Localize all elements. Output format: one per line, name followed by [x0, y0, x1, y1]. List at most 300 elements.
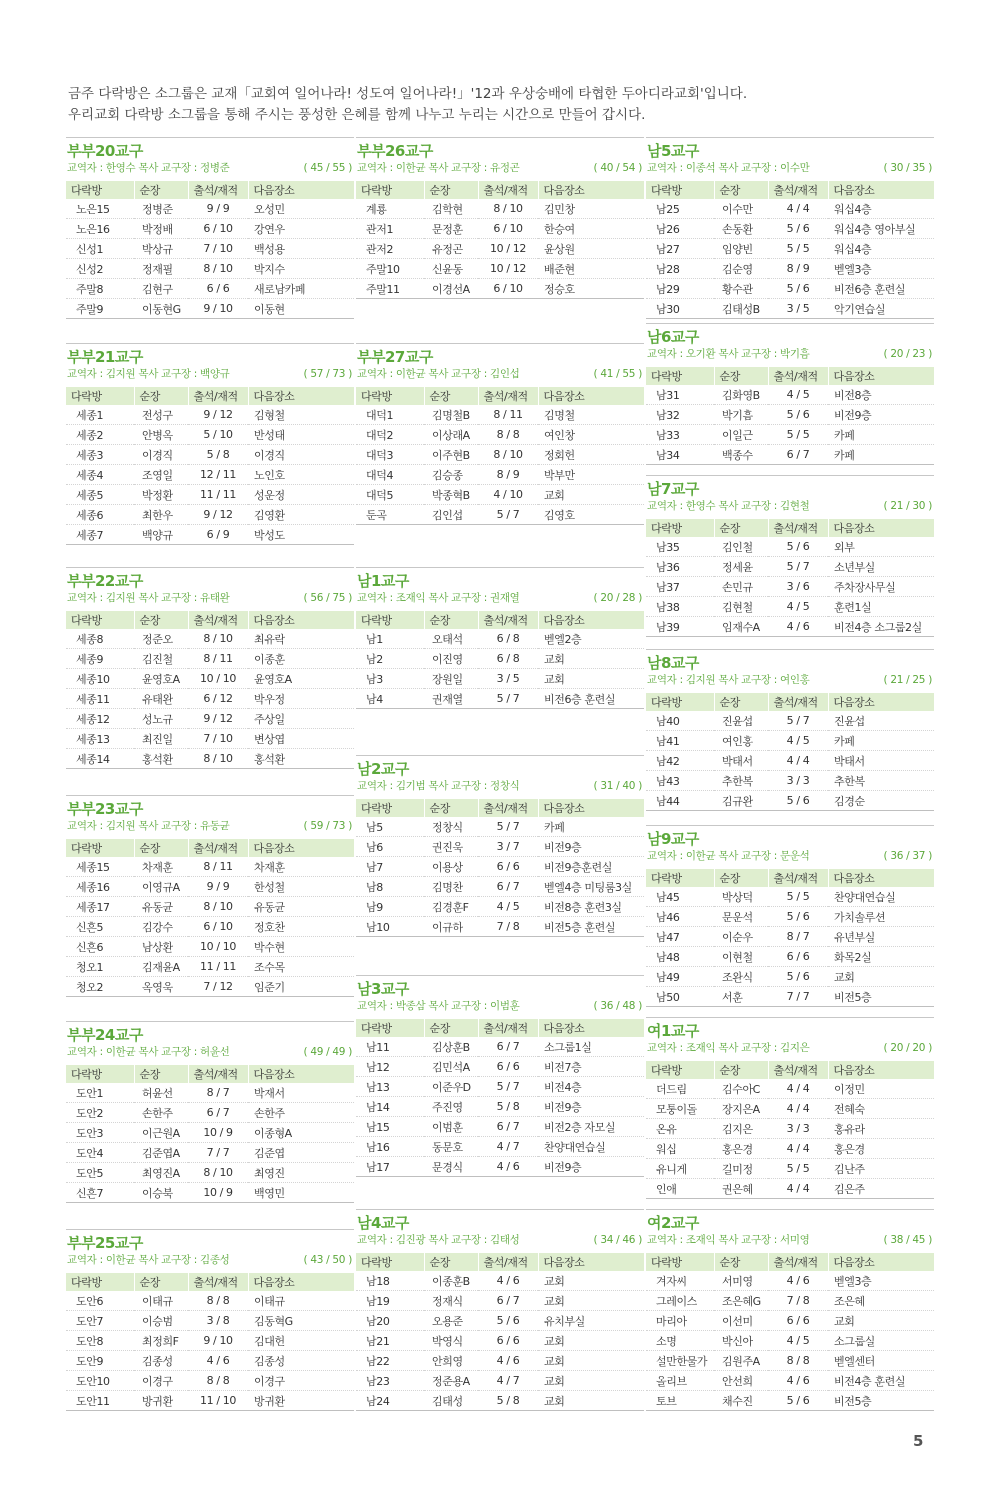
district-title: 남1교구 [357, 572, 409, 590]
table-cell: 김진철 [134, 649, 188, 669]
column-header: 출석/재적 [768, 519, 828, 537]
district-title: 남2교구 [357, 760, 409, 778]
table-cell: 6 / 10 [478, 219, 538, 239]
table-cell: 김종성 [248, 1351, 354, 1371]
table-cell: 유태완 [134, 689, 188, 709]
table-cell: 박영식 [424, 1331, 478, 1351]
table-cell: 8 / 10 [188, 629, 248, 649]
column-header: 순장 [134, 387, 188, 405]
divider [646, 323, 934, 324]
table-row [646, 1139, 934, 1159]
table-cell: 남32 [646, 405, 714, 425]
cell-group-table [356, 181, 645, 299]
table-cell: 8 / 8 [188, 1371, 248, 1391]
table-row [66, 709, 354, 729]
table-row [356, 877, 644, 897]
table-cell: 남13 [356, 1077, 424, 1097]
column-header: 출석/재적 [768, 367, 828, 385]
cell-group-table [66, 181, 355, 319]
table-row [356, 897, 644, 917]
table-cell: 오용준 [424, 1311, 478, 1331]
table-cell: 김인섭 [424, 505, 478, 525]
table-cell: 세종9 [66, 649, 134, 669]
table-cell: 남41 [646, 731, 714, 751]
table-cell: 남29 [646, 279, 714, 299]
table-row [646, 219, 934, 239]
table-cell: 김은주 [828, 1179, 934, 1199]
table-cell: 6 / 8 [478, 629, 538, 649]
attendance-ratio: ( 59 / 73 ) [303, 820, 352, 832]
table-cell: 비전6층 훈련실 [828, 279, 934, 299]
table-row [66, 505, 354, 525]
table-row [66, 729, 354, 749]
table-row [66, 629, 354, 649]
table-row [66, 425, 354, 445]
table-cell: 김준엽 [248, 1143, 354, 1163]
table-cell: 남49 [646, 967, 714, 987]
table-row [66, 219, 354, 239]
page-number: 5 [913, 1432, 924, 1450]
table-cell: 이근원A [134, 1123, 188, 1143]
table-row [66, 259, 354, 279]
column-header: 출석/재적 [188, 611, 248, 629]
district-info [647, 348, 934, 361]
table-cell: 유니게 [646, 1159, 714, 1179]
table-cell: 남17 [356, 1157, 424, 1177]
column-header: 순장 [714, 693, 768, 711]
table-cell: 진윤섭 [828, 711, 934, 731]
table-cell: 이순우 [714, 927, 768, 947]
table-cell: 정호찬 [248, 917, 354, 937]
table-cell: 남38 [646, 597, 714, 617]
table-cell: 이규하 [424, 917, 478, 937]
table-cell: 남15 [356, 1117, 424, 1137]
table-cell: 3 / 5 [768, 299, 828, 319]
table-row [66, 1371, 354, 1391]
cell-group-table [66, 611, 355, 769]
district-title: 부부21교구 [67, 348, 143, 366]
table-cell: 비전9층훈련실 [538, 857, 644, 877]
table-cell: 6 / 6 [768, 947, 828, 967]
table-cell: 김원주A [714, 1351, 768, 1371]
cell-group-table [66, 839, 355, 997]
table-cell: 4 / 6 [188, 1351, 248, 1371]
divider [66, 567, 354, 568]
column-header: 순장 [714, 181, 768, 199]
table-cell: 5 / 7 [478, 689, 538, 709]
table-cell: 세종2 [66, 425, 134, 445]
table-cell: 6 / 6 [188, 279, 248, 299]
table-row [646, 445, 934, 465]
table-cell: 주말10 [356, 259, 424, 279]
column-header: 출석/재적 [478, 1253, 538, 1271]
table-cell: 8 / 10 [188, 1163, 248, 1183]
district-info [67, 162, 354, 175]
divider [356, 755, 644, 756]
table-cell: 8 / 10 [188, 897, 248, 917]
table-cell: 김민석A [424, 1057, 478, 1077]
column-header: 다락방 [66, 387, 134, 405]
table-cell: 도안7 [66, 1311, 134, 1331]
column-header: 다음장소 [248, 387, 354, 405]
table-cell: 세종1 [66, 405, 134, 425]
table-cell: 대덕2 [356, 425, 424, 445]
table-cell: 남25 [646, 199, 714, 219]
table-cell: 5 / 6 [768, 219, 828, 239]
table-cell: 9 / 12 [188, 505, 248, 525]
table-cell: 이경구 [248, 1371, 354, 1391]
table-cell: 윤영호A [248, 669, 354, 689]
divider [646, 825, 934, 826]
table-cell: 교회 [538, 1371, 644, 1391]
table-cell: 5 / 6 [768, 791, 828, 811]
table-cell: 남48 [646, 947, 714, 967]
table-cell: 남44 [646, 791, 714, 811]
column-header: 다음장소 [538, 611, 644, 629]
table-cell: 이선미 [714, 1311, 768, 1331]
table-cell: 홍은경 [714, 1139, 768, 1159]
table-row [356, 1137, 644, 1157]
table-cell: 소그룹실 [828, 1331, 934, 1351]
column-header: 출석/재적 [188, 839, 248, 857]
table-cell: 카페 [828, 445, 934, 465]
attendance-ratio: ( 40 / 54 ) [593, 162, 642, 174]
table-row [356, 505, 644, 525]
table-cell: 강연우 [248, 219, 354, 239]
table-cell: 워십4층 영아부실 [828, 219, 934, 239]
table-cell: 인애 [646, 1179, 714, 1199]
district-block [646, 475, 934, 637]
attendance-ratio: ( 20 / 23 ) [883, 348, 932, 360]
column-header: 다락방 [356, 1019, 424, 1037]
district-block [66, 567, 354, 769]
staff-info: 교역자 : 조재익 목사 교구장 : 김지은 [647, 1042, 810, 1054]
table-row [356, 837, 644, 857]
table-cell: 권진욱 [424, 837, 478, 857]
table-cell: 7 / 7 [768, 987, 828, 1007]
table-row [646, 711, 934, 731]
table-row [356, 465, 644, 485]
table-cell: 5 / 6 [768, 279, 828, 299]
table-row [356, 279, 644, 299]
table-row [356, 1097, 644, 1117]
table-row [356, 445, 644, 465]
table-cell: 남24 [356, 1391, 424, 1411]
attendance-ratio: ( 45 / 55 ) [303, 162, 352, 174]
table-row [66, 917, 354, 937]
table-cell: 3 / 6 [768, 577, 828, 597]
attendance-ratio: ( 31 / 40 ) [593, 780, 642, 792]
table-cell: 6 / 6 [478, 1057, 538, 1077]
attendance-ratio: ( 43 / 50 ) [303, 1254, 352, 1266]
column-header: 다음장소 [828, 693, 934, 711]
district-block [646, 825, 934, 1007]
table-cell: 여인홍 [714, 731, 768, 751]
column-header: 다음장소 [538, 387, 644, 405]
table-cell: 백양규 [134, 525, 188, 545]
staff-info: 교역자 : 이한균 목사 교구장 : 유정곤 [357, 162, 520, 174]
table-cell: 문운석 [714, 907, 768, 927]
table-cell: 남18 [356, 1271, 424, 1291]
table-row [356, 259, 644, 279]
table-cell: 신흔7 [66, 1183, 134, 1203]
table-cell: 6 / 7 [478, 877, 538, 897]
table-cell: 반성태 [248, 425, 354, 445]
table-cell: 교회 [538, 1271, 644, 1291]
table-row [646, 771, 934, 791]
table-cell: 5 / 5 [768, 887, 828, 907]
table-cell: 최한우 [134, 505, 188, 525]
district-block [66, 343, 354, 545]
table-cell: 11 / 11 [188, 957, 248, 977]
table-cell: 3 / 3 [768, 1119, 828, 1139]
table-cell: 4 / 5 [768, 385, 828, 405]
table-cell: 김경훈F [424, 897, 478, 917]
table-cell: 남39 [646, 617, 714, 637]
table-cell: 6 / 9 [188, 525, 248, 545]
table-cell: 4 / 4 [768, 1099, 828, 1119]
table-cell: 5 / 8 [478, 1391, 538, 1411]
table-row [356, 405, 644, 425]
table-row [66, 1143, 354, 1163]
table-cell: 벧엘2층 [538, 629, 644, 649]
table-cell: 신흔5 [66, 917, 134, 937]
table-cell: 손한주 [134, 1103, 188, 1123]
table-cell: 4 / 6 [768, 617, 828, 637]
table-cell: 남22 [356, 1351, 424, 1371]
table-cell: 찬양대연습실 [538, 1137, 644, 1157]
table-cell: 12 / 11 [188, 465, 248, 485]
table-cell: 남28 [646, 259, 714, 279]
table-cell: 차재훈 [248, 857, 354, 877]
table-cell: 유동균 [134, 897, 188, 917]
table-row [66, 405, 354, 425]
table-cell: 박태서 [828, 751, 934, 771]
table-cell: 남40 [646, 711, 714, 731]
table-cell: 최진일 [134, 729, 188, 749]
column-header: 순장 [134, 181, 188, 199]
table-cell: 10 / 10 [188, 937, 248, 957]
table-cell: 관저1 [356, 219, 424, 239]
district-title: 남3교구 [357, 980, 409, 998]
district-info [67, 1046, 354, 1059]
table-cell: 윤상원 [538, 239, 644, 259]
table-cell: 김승종 [424, 465, 478, 485]
table-cell: 비전9층 [538, 1097, 644, 1117]
table-cell: 남1 [356, 629, 424, 649]
attendance-ratio: ( 57 / 73 ) [303, 368, 352, 380]
staff-info: 교역자 : 김진광 목사 교구장 : 김태성 [357, 1234, 520, 1246]
table-cell: 남46 [646, 907, 714, 927]
table-cell: 임양빈 [714, 239, 768, 259]
table-cell: 새로남카페 [248, 279, 354, 299]
district-title: 부부24교구 [67, 1026, 143, 1044]
table-cell: 4 / 6 [768, 1271, 828, 1291]
table-header-row [66, 1065, 354, 1083]
district-info [647, 674, 934, 687]
table-cell: 채수진 [714, 1391, 768, 1411]
table-cell: 이태규 [134, 1291, 188, 1311]
table-cell: 6 / 7 [478, 1037, 538, 1057]
table-cell: 박태서 [714, 751, 768, 771]
table-cell: 이종형A [248, 1123, 354, 1143]
table-cell: 세종8 [66, 629, 134, 649]
table-row [646, 385, 934, 405]
table-cell: 방귀환 [248, 1391, 354, 1411]
table-cell: 8 / 7 [188, 1083, 248, 1103]
table-cell: 남34 [646, 445, 714, 465]
table-cell: 비전9층 [538, 837, 644, 857]
district-title: 부부26교구 [357, 142, 433, 160]
table-cell: 10 / 12 [478, 239, 538, 259]
district-block [356, 137, 644, 299]
table-cell: 유동균 [248, 897, 354, 917]
column-header: 다락방 [356, 387, 424, 405]
table-cell: 5 / 6 [768, 907, 828, 927]
table-cell: 세종10 [66, 669, 134, 689]
table-cell: 비전4층 소그룹2실 [828, 617, 934, 637]
table-cell: 이승북 [134, 1183, 188, 1203]
table-row [66, 1311, 354, 1331]
table-cell: 이경직 [248, 445, 354, 465]
table-cell: 여인창 [538, 425, 644, 445]
table-cell: 5 / 5 [768, 1159, 828, 1179]
table-cell: 신성1 [66, 239, 134, 259]
district-info [67, 368, 354, 381]
table-cell: 올리브 [646, 1371, 714, 1391]
table-row [66, 937, 354, 957]
column-header: 출석/재적 [188, 1273, 248, 1291]
district-info [647, 162, 934, 175]
table-cell: 5 / 6 [768, 967, 828, 987]
table-cell: 남50 [646, 987, 714, 1007]
table-cell: 겨자씨 [646, 1271, 714, 1291]
table-cell: 정준용A [424, 1371, 478, 1391]
column-header: 다락방 [66, 1273, 134, 1291]
table-cell: 교회 [538, 1351, 644, 1371]
table-cell: 교회 [538, 1391, 644, 1411]
district-block [646, 1209, 934, 1411]
table-cell: 권은혜 [714, 1179, 768, 1199]
table-header-row [646, 181, 934, 199]
district-info [67, 820, 354, 833]
table-row [66, 1183, 354, 1203]
table-row [646, 1291, 934, 1311]
attendance-ratio: ( 30 / 35 ) [883, 162, 932, 174]
table-cell: 남4 [356, 689, 424, 709]
table-cell: 비전5층 훈련실 [538, 917, 644, 937]
table-header-row [356, 611, 644, 629]
table-header-row [66, 839, 354, 857]
table-cell: 교회 [538, 649, 644, 669]
table-cell: 진윤섭 [714, 711, 768, 731]
table-cell: 신성2 [66, 259, 134, 279]
table-cell: 유치부실 [538, 1311, 644, 1331]
table-row [356, 1311, 644, 1331]
table-cell: 더드림 [646, 1079, 714, 1099]
table-cell: 김강수 [134, 917, 188, 937]
table-cell: 도안11 [66, 1391, 134, 1411]
table-cell: 8 / 10 [478, 445, 538, 465]
district-title: 남8교구 [647, 654, 699, 672]
table-cell: 6 / 7 [478, 1117, 538, 1137]
table-row [66, 465, 354, 485]
district-title: 부부20교구 [67, 142, 143, 160]
column-header: 다음장소 [248, 611, 354, 629]
table-cell: 최영진A [134, 1163, 188, 1183]
divider [66, 1229, 354, 1230]
table-cell: 임재수A [714, 617, 768, 637]
table-cell: 남31 [646, 385, 714, 405]
column-header: 다음장소 [538, 1019, 644, 1037]
column-header: 다락방 [646, 519, 714, 537]
table-cell: 세종16 [66, 877, 134, 897]
table-cell: 황수관 [714, 279, 768, 299]
table-cell: 카페 [538, 817, 644, 837]
table-cell: 손민규 [714, 577, 768, 597]
table-cell: 세종6 [66, 505, 134, 525]
table-row [646, 751, 934, 771]
table-cell: 세종5 [66, 485, 134, 505]
table-cell: 손동환 [714, 219, 768, 239]
table-row [356, 1391, 644, 1411]
table-row [646, 791, 934, 811]
table-cell: 4 / 5 [768, 731, 828, 751]
table-cell: 박수현 [248, 937, 354, 957]
table-row [66, 199, 354, 219]
table-cell: 배준현 [538, 259, 644, 279]
table-cell: 이현철 [714, 947, 768, 967]
district-title: 부부22교구 [67, 572, 143, 590]
table-row [66, 1291, 354, 1311]
table-cell: 남33 [646, 425, 714, 445]
table-cell: 비전9층 [538, 1157, 644, 1177]
table-cell: 신윤동 [424, 259, 478, 279]
table-row [66, 857, 354, 877]
table-row [646, 199, 934, 219]
cell-group-table [646, 1253, 935, 1411]
table-header-row [66, 387, 354, 405]
table-cell: 최정희F [134, 1331, 188, 1351]
table-cell: 화목2실 [828, 947, 934, 967]
table-cell: 오성민 [248, 199, 354, 219]
table-cell: 그레이스 [646, 1291, 714, 1311]
district-block [356, 343, 644, 525]
district-info [357, 1000, 644, 1013]
table-cell: 조은혜G [714, 1291, 768, 1311]
table-row [646, 537, 934, 557]
district-info [647, 1042, 934, 1055]
district-block [356, 975, 644, 1177]
table-cell: 김난주 [828, 1159, 934, 1179]
divider [646, 649, 934, 650]
attendance-ratio: ( 20 / 28 ) [593, 592, 642, 604]
table-cell: 김민창 [538, 199, 644, 219]
table-cell: 도안6 [66, 1291, 134, 1311]
cell-group-table [356, 1253, 645, 1411]
table-row [66, 445, 354, 465]
table-cell: 노인호 [248, 465, 354, 485]
table-cell: 토브 [646, 1391, 714, 1411]
column-header: 출석/재적 [478, 181, 538, 199]
table-row [646, 1391, 934, 1411]
district-block [66, 795, 354, 997]
staff-info: 교역자 : 김지원 목사 교구장 : 여인홍 [647, 674, 810, 686]
table-cell: 비전7층 [538, 1057, 644, 1077]
table-row [356, 1351, 644, 1371]
table-cell: 소그룹1실 [538, 1037, 644, 1057]
table-row [356, 1157, 644, 1177]
